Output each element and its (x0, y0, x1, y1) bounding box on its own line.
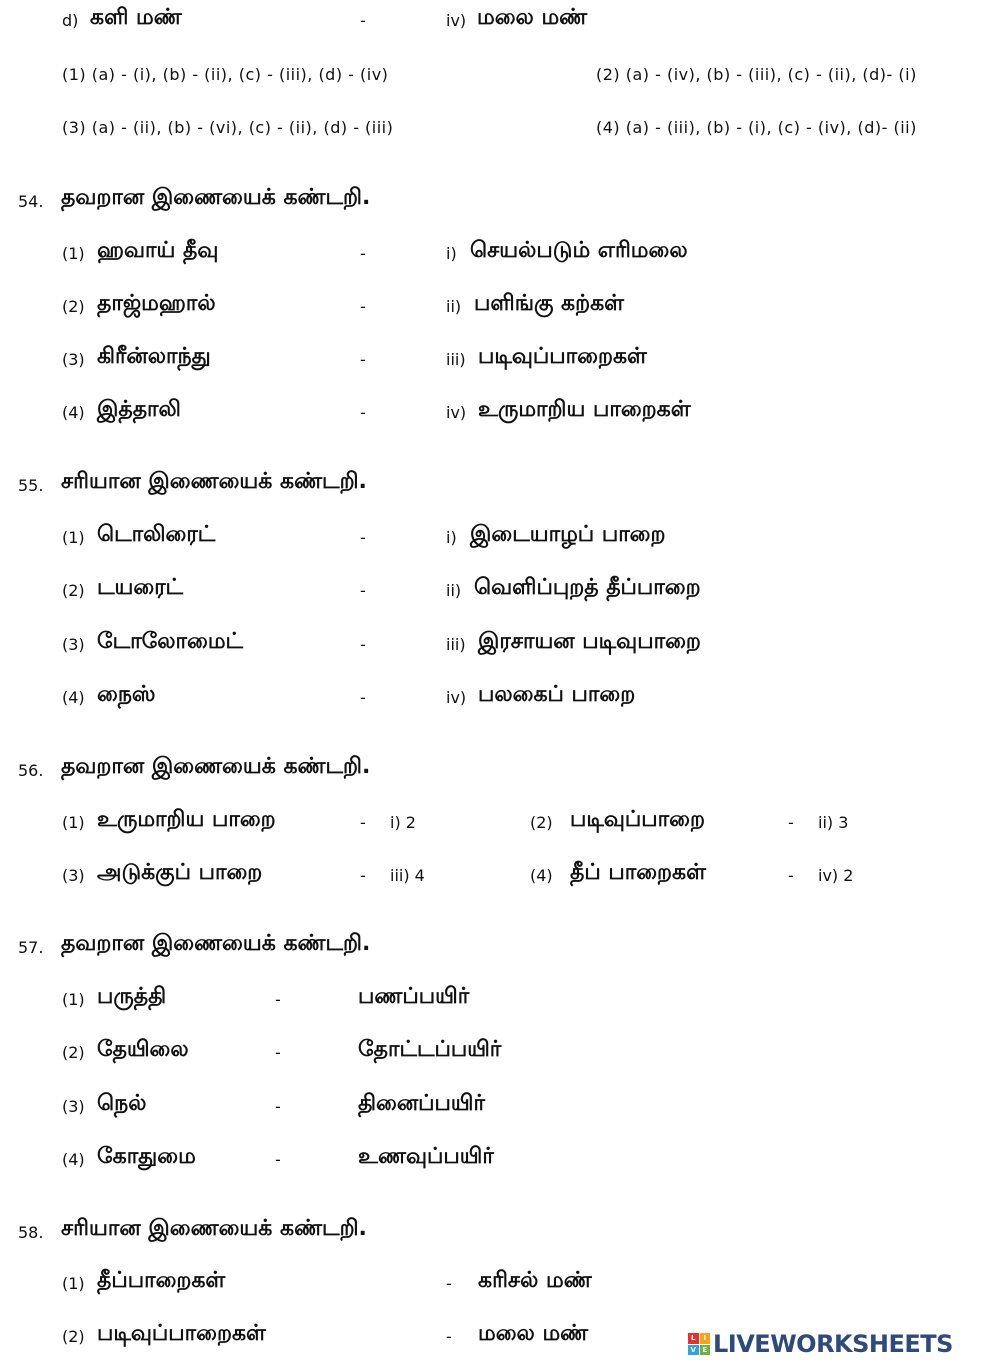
option-number: (1) (62, 990, 85, 1009)
logo-letter: E (700, 1345, 711, 1356)
option-number: (2) (62, 297, 85, 316)
question-text: தவறான இணையைக் கண்டறி. (61, 931, 371, 956)
option-number: (3) (62, 635, 85, 654)
option-right-number: iv) (446, 403, 467, 422)
option-number: (2) (530, 813, 553, 832)
question-text: தவறான இணையைக் கண்டறி. (61, 185, 371, 210)
option-left: கோதுமை (97, 1144, 196, 1169)
option-number: (4) (62, 688, 85, 707)
option-number: (3) (62, 866, 85, 885)
dash: - (360, 635, 366, 654)
option-number: (1) (62, 528, 85, 547)
question-number: 55. (18, 476, 44, 495)
dash: - (360, 350, 366, 369)
option-left: தேயிலை (97, 1037, 189, 1062)
logo-letter: V (688, 1345, 699, 1356)
option-right-number: ii) (446, 581, 462, 600)
option-right: செயல்படும் எரிமலை (470, 238, 688, 263)
item-iv-text: மலை மண் (477, 5, 588, 30)
dash: - (360, 688, 366, 707)
option-right: உருமாறிய பாறைகள் (478, 397, 691, 422)
option-left: இத்தாலி (97, 397, 181, 422)
option-value: iv) 2 (818, 866, 854, 885)
option-right-number: i) (446, 528, 457, 547)
option-number: (1) (62, 813, 85, 832)
answer-option-4: (4) (a) - (iii), (b) - (i), (c) - (iv), (d)- (ii) (596, 118, 917, 137)
dash: - (446, 1274, 452, 1293)
option-left: தீப் பாறைகள் (570, 860, 706, 885)
item-d-text: களி மண் (90, 5, 182, 30)
answer-option-3: (3) (a) - (ii), (b) - (vi), (c) - (ii), (d) - (iii) (62, 118, 394, 137)
dash: - (788, 813, 794, 832)
dash: - (788, 866, 794, 885)
dash: - (360, 11, 366, 30)
question-number: 57. (18, 938, 44, 957)
option-value: i) 2 (390, 813, 416, 832)
answer-option-2: (2) (a) - (iv), (b) - (iii), (c) - (ii), (d)- (i) (596, 65, 917, 84)
option-right: இடையாழப் பாறை (470, 522, 666, 547)
dash: - (446, 1327, 452, 1346)
dash: - (360, 866, 366, 885)
item-d-label: d) (62, 11, 79, 30)
answer-option-1: (1) (a) - (i), (b) - (ii), (c) - (iii), (d) - (iv) (62, 65, 389, 84)
option-right-number: iv) (446, 688, 467, 707)
option-left: டொலிரைட் (97, 522, 216, 547)
item-iv-label: iv) (446, 11, 467, 30)
dash: - (360, 244, 366, 263)
option-right: படிவுப்பாறைகள் (478, 344, 647, 369)
option-right-number: iii) (446, 350, 466, 369)
option-right: பளிங்கு கற்கள் (474, 291, 625, 316)
dash: - (360, 403, 366, 422)
option-number: (4) (530, 866, 553, 885)
option-number: (2) (62, 1043, 85, 1062)
dash: - (360, 813, 366, 832)
option-value: iii) 4 (390, 866, 425, 885)
option-left: தீப்பாறைகள் (97, 1268, 226, 1293)
option-left: கிரீன்லாந்து (97, 344, 211, 369)
option-left: பருத்தி (97, 984, 167, 1009)
option-right: பலகைப் பாறை (478, 682, 636, 707)
logo-letter: L (688, 1333, 699, 1344)
dash: - (360, 528, 366, 547)
option-number: (1) (62, 244, 85, 263)
logo-letter: I (700, 1333, 711, 1344)
option-number: (3) (62, 350, 85, 369)
question-number: 58. (18, 1223, 44, 1242)
option-right: தோட்டப்பயிர் (358, 1037, 502, 1062)
option-left: தாஜ்மஹால் (97, 291, 216, 316)
option-left: ஹவாய் தீவு (97, 238, 219, 263)
dash: - (275, 1097, 281, 1116)
dash: - (275, 1043, 281, 1062)
dash: - (275, 990, 281, 1009)
dash: - (360, 581, 366, 600)
option-left: படிவுப்பாறைகள் (97, 1321, 266, 1346)
question-text: தவறான இணையைக் கண்டறி. (61, 754, 371, 779)
dash: - (275, 1150, 281, 1169)
option-right: மலை மண் (478, 1321, 589, 1346)
option-number: (2) (62, 1327, 85, 1346)
option-right: பணப்பயிர் (358, 984, 470, 1009)
question-text: சரியான இணையைக் கண்டறி. (61, 469, 367, 494)
option-number: (2) (62, 581, 85, 600)
option-left: நெல் (97, 1091, 147, 1116)
option-right-number: ii) (446, 297, 462, 316)
option-number: (1) (62, 1274, 85, 1293)
option-value: ii) 3 (818, 813, 849, 832)
option-number: (3) (62, 1097, 85, 1116)
option-number: (4) (62, 403, 85, 422)
question-number: 56. (18, 761, 44, 780)
option-left: உருமாறிய பாறை (97, 807, 276, 832)
option-right: கரிசல் மண் (478, 1268, 592, 1293)
question-text: சரியான இணையைக் கண்டறி. (61, 1216, 367, 1241)
option-right: தினைப்பயிர் (358, 1091, 485, 1116)
option-right-number: iii) (446, 635, 466, 654)
option-right: இரசாயன படிவுபாறை (478, 629, 701, 654)
option-left: டயரைட் (97, 575, 184, 600)
dash: - (360, 297, 366, 316)
option-left: அடுக்குப் பாறை (97, 860, 263, 885)
option-right-number: i) (446, 244, 457, 263)
question-number: 54. (18, 192, 44, 211)
option-right: வெளிப்புறத் தீப்பாறை (474, 575, 701, 600)
option-right: உணவுப்பயிர் (358, 1144, 494, 1169)
option-left: படிவுப்பாறை (570, 807, 705, 832)
option-left: டோலோமைட் (97, 629, 244, 654)
liveworksheets-logo (688, 1330, 953, 1358)
option-number: (4) (62, 1150, 85, 1169)
option-left: நைஸ் (97, 682, 156, 707)
liveworksheets-text: LIVEWORKSHEETS (713, 1330, 953, 1358)
liveworksheets-icon (688, 1333, 710, 1355)
